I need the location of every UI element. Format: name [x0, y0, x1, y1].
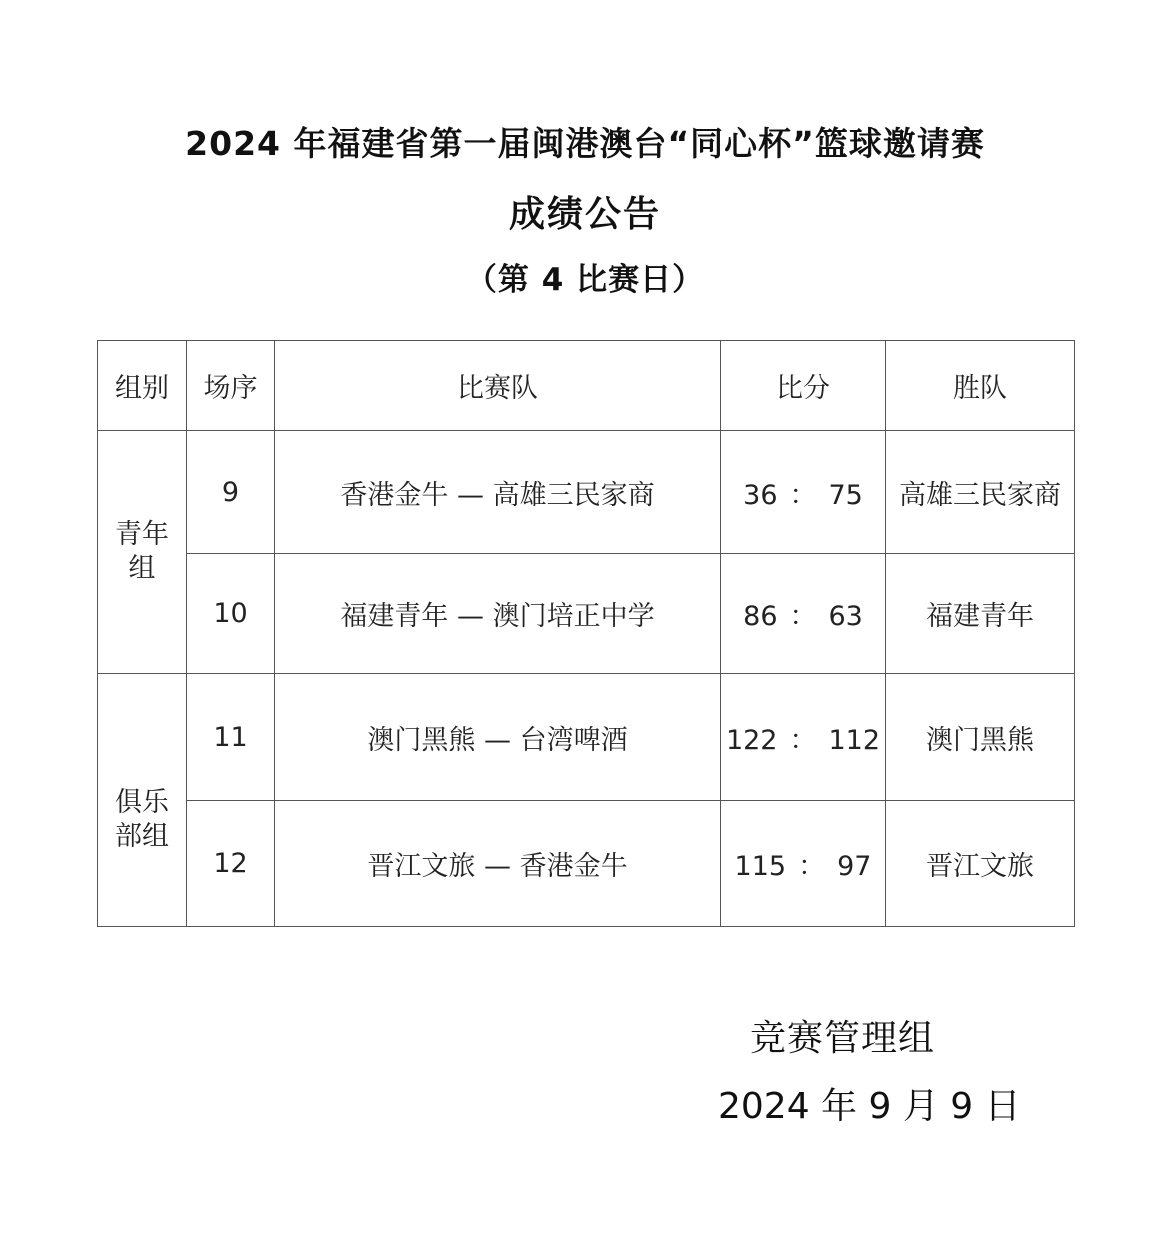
match-winner: 澳门黑熊 [886, 674, 1075, 801]
table-row [98, 554, 1075, 674]
issue-date: 2024 年 9 月 9 日 [718, 1086, 1021, 1127]
score-separator: ： [789, 601, 817, 632]
document-title: 2024 年福建省第一届闽港澳台“同心杯”篮球邀请赛 [185, 124, 985, 163]
score-separator: ： [798, 851, 826, 882]
match-day-label: （第 4 比赛日） [465, 262, 705, 298]
column-header-winner: 胜队 [886, 341, 1075, 431]
results-table [97, 340, 1075, 927]
group-name-line2: 组 [128, 553, 156, 584]
match-no: 11 [187, 674, 275, 801]
group-name-line1: 俱乐 [115, 787, 169, 818]
match-teams: 晋江文旅 — 香港金牛 [275, 801, 721, 927]
group-cell-youth [98, 431, 187, 674]
match-score [721, 431, 886, 554]
score-a: 122 [725, 724, 778, 756]
table-row [98, 674, 1075, 801]
signature: 竞赛管理组 [750, 1018, 936, 1059]
column-header-teams: 比赛队 [275, 341, 721, 431]
group-cell-club [98, 674, 187, 927]
table-row [98, 431, 1075, 554]
score-a: 86 [743, 601, 778, 632]
score-a: 36 [743, 479, 778, 511]
document-subtitle: 成绩公告 [508, 194, 661, 235]
column-header-match-no: 场序 [187, 341, 275, 431]
score-separator: ： [789, 724, 817, 756]
score-b: 63 [828, 601, 863, 632]
column-header-group: 组别 [98, 341, 187, 431]
match-no: 10 [187, 554, 275, 674]
table-row [98, 801, 1075, 927]
match-teams: 香港金牛 — 高雄三民家商 [275, 431, 721, 554]
match-teams: 澳门黑熊 — 台湾啤酒 [275, 674, 721, 801]
match-winner: 高雄三民家商 [886, 431, 1075, 554]
score-b: 97 [837, 851, 872, 882]
match-winner: 晋江文旅 [886, 801, 1075, 927]
column-header-score: 比分 [721, 341, 886, 431]
match-score [721, 554, 886, 674]
score-b: 75 [828, 479, 863, 511]
match-no: 9 [187, 431, 275, 554]
group-name-line2: 部组 [115, 821, 169, 852]
match-no: 12 [187, 801, 275, 927]
match-winner: 福建青年 [886, 554, 1075, 674]
score-separator: ： [789, 479, 817, 511]
match-score [721, 674, 886, 801]
match-score [721, 801, 886, 927]
score-b: 112 [828, 724, 881, 756]
group-name-line1: 青年 [115, 519, 169, 550]
match-teams: 福建青年 — 澳门培正中学 [275, 554, 721, 674]
score-a: 115 [734, 851, 787, 882]
table-header-row [98, 341, 1075, 431]
